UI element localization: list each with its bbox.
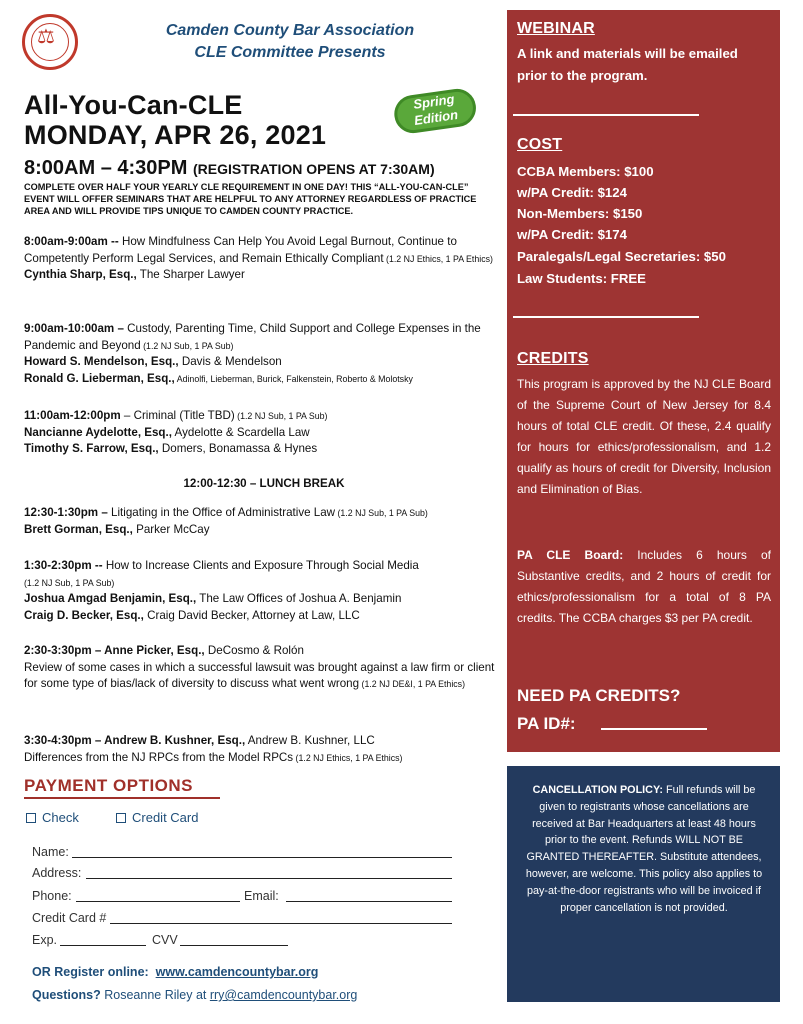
pa-label: PA CLE Board:: [517, 548, 624, 562]
name-field-label: Name:: [32, 845, 69, 859]
cost-line: CCBA Members: $100: [517, 164, 654, 179]
register-label: OR Register online:: [32, 965, 149, 979]
email-field[interactable]: [286, 901, 452, 902]
cost-line: Non-Members: $150: [517, 206, 643, 221]
exp-field[interactable]: [60, 945, 146, 946]
cost-line: w/PA Credit: $174: [517, 227, 627, 242]
credits-heading: CREDITS: [517, 350, 589, 367]
speaker-name: Joshua Amgad Benjamin, Esq.,: [24, 592, 197, 605]
session-title: Custody, Parenting Time, Child Support and College Expenses in the Pandemic and Beyond: [24, 322, 481, 352]
scales-of-justice-icon: ⚖: [37, 26, 55, 48]
speaker-firm: Aydelotte & Scardella Law: [171, 425, 310, 439]
check-label: Check: [42, 810, 79, 825]
speaker-firm: Domers, Bonamassa & Hynes: [158, 442, 318, 455]
org-subtitle: CLE Committee Presents: [194, 44, 386, 61]
register-online: [32, 965, 318, 979]
session-title: How to Increase Clients and Exposure Through Social Media: [102, 559, 419, 572]
session-credits: (1.2 NJ Ethics, 1 PA Ethics): [383, 253, 493, 264]
speaker-name: Nancianne Aydelotte, Esq.,: [24, 425, 172, 439]
exp-field-label: Exp.: [32, 933, 58, 947]
session-time: 8:00am-9:00am --: [24, 235, 119, 248]
session-time: 3:30-4:30pm – Andrew B. Kushner, Esq.,: [24, 734, 246, 747]
pa-id-field[interactable]: [601, 728, 707, 730]
session-2: [24, 321, 504, 387]
speaker-firm: Adinolfi, Lieberman, Burick, Falkenstein, Roberto & Molotsky: [174, 373, 413, 384]
pa-description: Includes 6 hours of Substantive credits, and 2 hours of credit for ethics/professionalism for a total of 8 PA credits. The CCBA charges $3 per PA credit.: [517, 548, 771, 625]
need-pa-credits: [517, 682, 680, 738]
badge-line2: Edition: [413, 106, 459, 128]
speaker-firm: Parker McCay: [132, 522, 210, 536]
credit-card-number-label: Credit Card #: [32, 911, 107, 925]
register-link[interactable]: www.camdencountybar.org: [155, 965, 319, 979]
session-7: [24, 733, 504, 766]
time-range: 8:00AM – 4:30PM: [24, 157, 188, 179]
intro-text: COMPLETE OVER HALF YOUR YEARLY CLE REQUIREMENT IN ONE DAY! THIS “ALL-YOU-CAN-CLE” EVENT WILL OFFER SEMINARS THAT ARE HELPFUL TO ANY ATTORNEY REGARDLESS OF PRACTICE AREA AND WILL PROVIDE TIPS UNIQUE TO CAMDEN COUNTY PRACTICE.: [24, 182, 477, 216]
cost-line: Law Students: FREE: [517, 271, 646, 286]
session-credits: (1.2 NJ Ethics, 1 PA Ethics): [293, 752, 403, 763]
session-title: DeCosmo & Rolón: [204, 644, 304, 657]
questions-label: Questions?: [32, 988, 101, 1002]
bar-association-seal: [22, 14, 78, 70]
payment-heading: PAYMENT OPTIONS: [24, 776, 194, 795]
speaker-name: Brett Gorman, Esq.,: [24, 522, 133, 536]
cost-heading: COST: [517, 136, 563, 153]
speaker-name: Cynthia Sharp, Esq.,: [24, 268, 137, 281]
speaker-name: Timothy S. Farrow, Esq.,: [24, 442, 159, 455]
info-panel: [507, 10, 780, 752]
cancellation-text: Full refunds will be given to registrants whose cancellations are received at Bar Headquarters at least 48 hours prior to the event. Refunds WILL NOT BE GRANTED THEREAFTER. Substitute attendees, however, are welcome. This policy also applies to pay-at-the-door registrants who will be invoiced if proper cancellation is not provided.: [525, 784, 763, 914]
webinar-heading: WEBINAR: [517, 20, 595, 37]
address-field[interactable]: [86, 878, 452, 879]
session-1: [24, 234, 504, 284]
payment-heading-underline: [24, 797, 220, 799]
speaker-name: Craig D. Becker, Esq.,: [24, 608, 144, 622]
event-title: All-You-Can-CLE: [24, 90, 243, 120]
session-time: 2:30-3:30pm – Anne Picker, Esq.,: [24, 644, 205, 657]
session-time: 1:30-2:30pm --: [24, 559, 103, 572]
credit-card-option[interactable]: [116, 810, 198, 825]
session-time: 12:30-1:30pm –: [24, 506, 108, 519]
org-name: Camden County Bar Association: [165, 22, 415, 39]
session-4: [24, 505, 504, 538]
phone-field[interactable]: [76, 901, 240, 902]
pa-id-label: PA ID#:: [517, 714, 576, 733]
lunch-break: 12:00-12:30 – LUNCH BREAK: [183, 477, 345, 490]
pa-credits-text: [517, 545, 771, 629]
credit-card-number-field[interactable]: [110, 923, 452, 924]
session-title: – Criminal (Title TBD): [120, 409, 235, 422]
questions-contact: Roseanne Riley at: [100, 988, 210, 1002]
session-title: How Mindfulness Can Help You Avoid Legal Burnout, Continue to Competently Perform Legal Services, and Remain Ethically Compliant: [24, 235, 457, 265]
email-field-label: Email:: [244, 889, 279, 903]
session-time: 9:00am-10:00am –: [24, 322, 124, 335]
speaker-firm: Craig David Becker, Attorney at Law, LLC: [143, 608, 360, 622]
cvv-field[interactable]: [180, 945, 288, 946]
event-time: [24, 157, 435, 180]
cvv-field-label: CVV: [152, 933, 178, 947]
session-title: Andrew B. Kushner, LLC: [245, 734, 375, 747]
speaker-firm: The Law Offices of Joshua A. Benjamin: [196, 592, 402, 605]
speaker-firm: Davis & Mendelson: [178, 355, 282, 368]
cancellation-panel: [507, 766, 780, 1002]
session-title: Litigating in the Office of Administrative Law: [107, 506, 336, 519]
credits-text: This program is approved by the NJ CLE Board of the Supreme Court of New Jersey for 8.4 hours of total CLE credit. Of these, 2.4 qualify for hours for ethics/professionalism, and 1.2 qualify as hours of credit for Diversity, Inclusion and Elimination of Bias.: [517, 377, 771, 496]
session-credits: (1.2 NJ Sub, 1 PA Sub): [234, 411, 328, 421]
session-credits: (1.2 NJ Sub, 1 PA Sub): [140, 340, 234, 351]
credit-card-label: Credit Card: [132, 810, 199, 825]
badge-line1: Spring: [412, 91, 456, 112]
session-description: Differences from the NJ RPCs from the Model RPCs: [24, 750, 294, 764]
cost-line: w/PA Credit: $124: [517, 185, 627, 200]
session-credits: (1.2 NJ DE&I, 1 PA Ethics): [359, 679, 466, 689]
speaker-name: Howard S. Mendelson, Esq.,: [24, 355, 179, 368]
address-field-label: Address:: [32, 866, 82, 880]
name-field[interactable]: [72, 857, 452, 858]
session-5: [24, 558, 504, 624]
speaker-name: Ronald G. Lieberman, Esq.,: [24, 371, 175, 385]
cost-line: Paralegals/Legal Secretaries: $50: [517, 249, 726, 264]
need-pa-heading: NEED PA CREDITS?: [517, 686, 681, 705]
divider: [513, 316, 699, 318]
checkbox-icon[interactable]: [116, 813, 126, 823]
questions-line: [32, 988, 357, 1002]
session-time: 11:00am-12:00pm: [24, 409, 121, 422]
session-description: Review of some cases in which a successful lawsuit was brought against a law firm or client for some type of bias/lack of diversity to discuss what went wrong: [24, 660, 495, 690]
speaker-firm: The Sharper Lawyer: [136, 268, 245, 281]
session-credits: (1.2 NJ Sub, 1 PA Sub): [24, 577, 115, 588]
checkbox-icon[interactable]: [26, 813, 36, 823]
session-6: [24, 643, 504, 693]
session-3: [24, 408, 504, 458]
cancellation-policy: [521, 782, 767, 916]
check-option[interactable]: [26, 810, 79, 825]
spring-edition-badge: [385, 80, 485, 141]
session-credits: (1.2 NJ Sub, 1 PA Sub): [335, 508, 428, 518]
phone-field-label: Phone:: [32, 889, 72, 903]
registration-note: (REGISTRATION OPENS AT 7:30AM): [192, 161, 435, 177]
divider: [513, 114, 699, 116]
questions-email-link[interactable]: rry@camdencountybar.org: [209, 988, 358, 1002]
webinar-text: A link and materials will be emailed prior to the program.: [517, 46, 738, 83]
event-date: MONDAY, APR 26, 2021: [24, 120, 327, 150]
cancellation-label: CANCELLATION POLICY:: [532, 784, 663, 796]
